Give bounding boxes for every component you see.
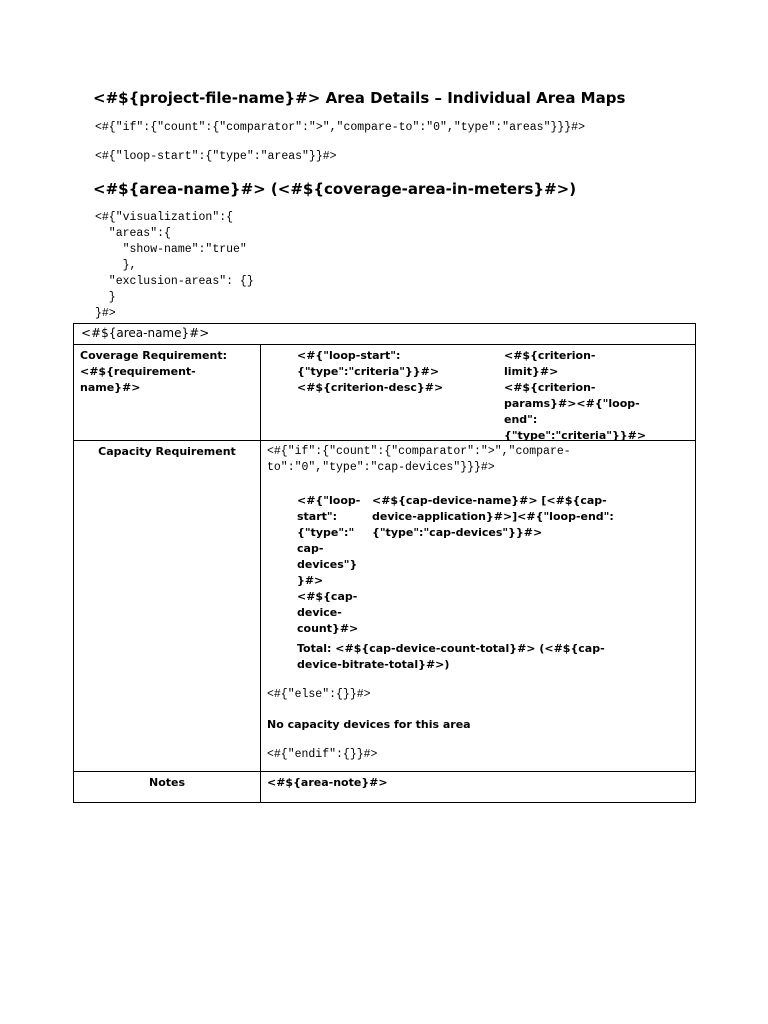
criteria-loop-start: <#{"loop-start": {"type":"criteria"}}#><#${criterion-desc}#> [297, 349, 444, 394]
area-heading: <#${area-name}#> (<#${coverage-area-in-meters}#>) [93, 180, 577, 198]
cap-devices-loop [267, 493, 695, 641]
table-header-row [74, 324, 696, 345]
cap-device-name: <#${cap-device-name}#> [<#${cap-device-application}#>]<#{"loop-end":{"type":"cap-devices"}}#> [372, 494, 614, 539]
if-areas-code: <#{"if":{"count":{"comparator":">","compare-to":"0","type":"areas"}}}#> [95, 121, 585, 134]
coverage-label-line1: Coverage Requirement: [80, 349, 227, 362]
cap-device-total: Total: <#${cap-device-count-total}#> (<#${cap-device-bitrate-total}#>) [297, 642, 605, 671]
cap-devices-loop-start: <#{"loop-start": {"type":" cap-devices"} }#><#${cap-device-count}#> [297, 494, 361, 635]
coverage-requirement-label [74, 345, 261, 441]
coverage-row [74, 345, 696, 441]
area-details-table [73, 323, 696, 803]
criteria-limit: <#${criterion-limit}#> <#${criterion-params}#><#{"loop-end": {"type":"criteria"}}#> [504, 349, 647, 442]
capacity-row [74, 441, 696, 772]
notes-row [74, 772, 696, 803]
no-capacity-devices-text: No capacity devices for this area [267, 718, 471, 731]
loop-start-areas-code: <#{"loop-start":{"type":"areas"}}#> [95, 150, 337, 163]
capacity-cell [261, 441, 696, 772]
area-note: <#${area-note}#> [261, 772, 696, 803]
else-code: <#{"else":{}}#> [267, 688, 371, 701]
endif-code: <#{"endif":{}}#> [267, 748, 378, 761]
cap-devices-if-code: <#{"if":{"count":{"comparator":">","compare-to":"0","type":"cap-devices"}}}#> [267, 445, 571, 474]
table-header-area-name: <#${area-name}#> [74, 324, 696, 345]
coverage-label-line2: <#${requirement-name}#> [80, 365, 196, 394]
coverage-criteria-cell [261, 345, 696, 441]
page-title: <#${project-file-name}#> Area Details – Individual Area Maps [93, 89, 626, 107]
notes-label: Notes [74, 772, 261, 803]
visualization-code: <#{"visualization":{ "areas":{ "show-name":"true" }, "exclusion-areas": {} } }#> [95, 211, 254, 320]
capacity-requirement-label: Capacity Requirement [74, 441, 261, 772]
